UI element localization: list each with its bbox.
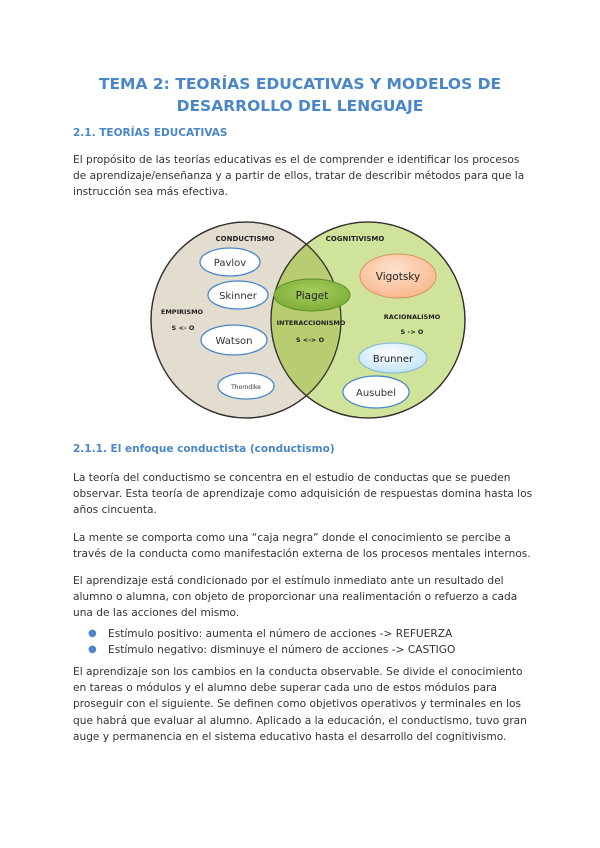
bullet-item — [88, 642, 455, 658]
title-line-1: TEMA 2: TEORÍAS EDUCATIVAS Y MODELOS DE — [98, 75, 502, 93]
section-heading-2-1-1: 2.1.1. El enfoque conductista (conductismo) — [73, 443, 335, 455]
bullet-text: Estímulo negativo: disminuye el número de acciones -> CASTIGO — [108, 644, 456, 657]
author-pavlov: Pavlov — [213, 258, 247, 269]
title-line-2: DESARROLLO DEL LENGUAJE — [176, 97, 424, 115]
label-racionalismo: RACIONALISMO — [383, 313, 441, 321]
bullet-text: Estímulo positivo: aumenta el número de acciones -> REFUERZA — [108, 628, 453, 640]
author-brunner: Brunner — [372, 354, 414, 365]
paragraph-conductismo-2: La mente se comporta como una “caja negra” donde el conocimiento se percibe a través de la conducta como manifestación externa de los procesos mentales internos. — [73, 532, 531, 561]
educational-theories-venn-diagram — [150, 220, 470, 430]
author-watson: Watson — [215, 336, 253, 347]
paragraph-conductismo-3: El aprendizaje está condicionado por el estímulo inmediato ante un resultado del alumno o alumna, con objeto de proporcionar una realimentación o refuerzo a cada una de las acciones del mismo. — [73, 575, 518, 620]
bullet-dot-icon: ● — [88, 644, 97, 656]
formula-interaccionismo: S <-> O — [295, 336, 325, 344]
author-skinner: Skinner — [219, 291, 257, 302]
label-empirismo: EMPIRISMO — [160, 308, 204, 316]
label-conductismo: CONDUCTISMO — [215, 235, 275, 243]
bullet-item — [88, 626, 455, 642]
formula-racionalismo: S -> O — [400, 328, 424, 336]
author-vigotsky: Vigotsky — [375, 271, 421, 283]
stimulus-bullet-list — [88, 626, 455, 658]
author-piaget: Piaget — [295, 290, 329, 302]
label-cognitivismo: COGNITIVISMO — [325, 235, 385, 243]
author-ausubel: Ausubel — [355, 388, 397, 399]
intro-paragraph: El propósito de las teorías educativas es el de comprender e identificar los procesos de aprendizaje/enseñanza y a partir de ellos, tratar de describir métodos para que la instrucción sea más efectiva. — [73, 154, 525, 199]
paragraph-conductismo-4: El aprendizaje son los cambios en la conducta observable. Se divide el conocimiento en tareas o módulos y el alumno debe superar cada uno de estos módulos para proseguir con el siguiente. Se definen como objetivos operativos y terminales en los que habrá que evaluar al alumno. Aplicado a la educación, el conductismo, tuvo gran auge y permanencia en el sistema educativo hasta el desarrollo del cognitivismo. — [73, 666, 527, 743]
page-title — [60, 73, 540, 117]
formula-empirismo: S <- O — [171, 324, 195, 332]
paragraph-conductismo-1: La teoría del conductismo se concentra en el estudio de conductas que se pueden observar. Esta teoría de aprendizaje como adquisición de respuestas domina hasta los años cincuenta. — [73, 472, 533, 517]
bullet-dot-icon: ● — [88, 628, 97, 639]
author-thorndike: Thorndike — [231, 384, 261, 391]
section-heading-2-1: 2.1. TEORÍAS EDUCATIVAS — [73, 127, 228, 139]
label-interaccionismo: INTERACCIONISMO — [276, 319, 346, 327]
